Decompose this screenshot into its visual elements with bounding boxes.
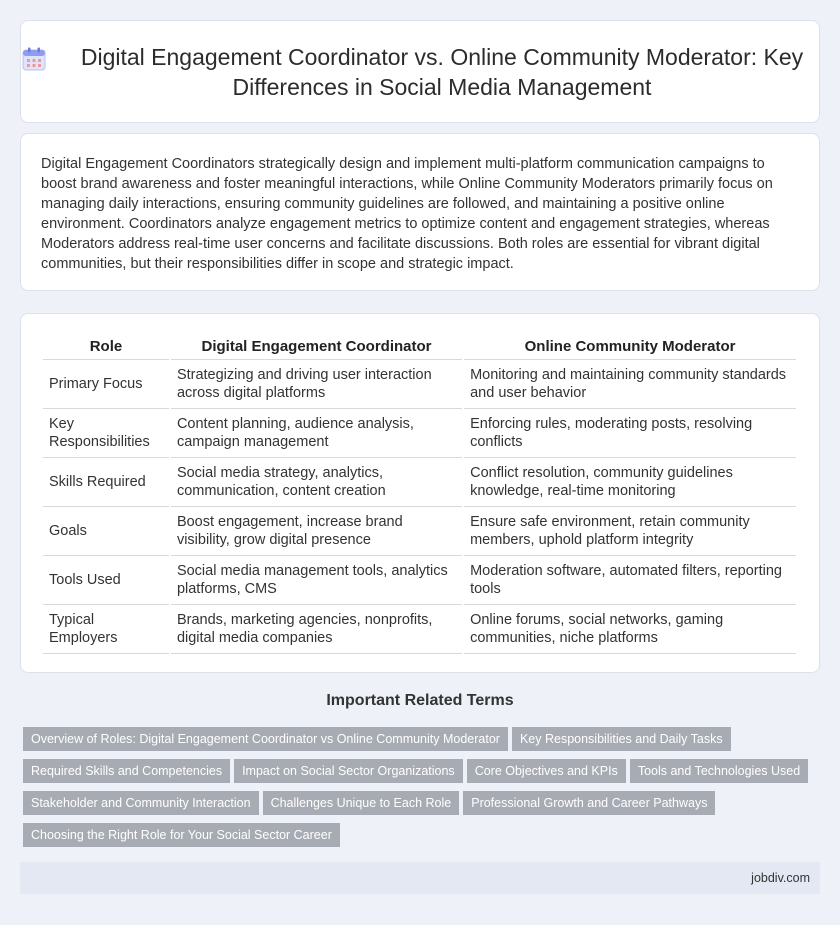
footer xyxy=(20,862,820,894)
row-label: Tools Used xyxy=(43,556,169,605)
coordinator-cell: Social media strategy, analytics, communication, content creation xyxy=(171,458,462,507)
intro-card xyxy=(20,133,820,291)
title-card xyxy=(20,20,820,123)
related-term-tag[interactable]: Impact on Social Sector Organizations xyxy=(234,759,463,783)
row-label: Key Responsibilities xyxy=(43,409,169,458)
row-label: Goals xyxy=(43,507,169,556)
moderator-cell: Ensure safe environment, retain community members, uphold platform integrity xyxy=(464,507,796,556)
table-row xyxy=(43,605,796,654)
moderator-cell: Conflict resolution, community guidelines knowledge, real-time monitoring xyxy=(464,458,796,507)
table-header-row xyxy=(43,332,796,360)
moderator-cell: Monitoring and maintaining community standards and user behavior xyxy=(464,360,796,409)
table-row xyxy=(43,507,796,556)
column-header: Digital Engagement Coordinator xyxy=(171,332,462,360)
related-term-tag[interactable]: Overview of Roles: Digital Engagement Coordinator vs Online Community Moderator xyxy=(23,727,508,751)
page-title: Digital Engagement Coordinator vs. Online Community Moderator: Key Differences in Social Media Management xyxy=(80,43,804,100)
coordinator-cell: Strategizing and driving user interaction across digital platforms xyxy=(171,360,462,409)
table-row xyxy=(43,556,796,605)
comparison-table xyxy=(41,332,798,654)
moderator-cell: Enforcing rules, moderating posts, resolving conflicts xyxy=(464,409,796,458)
related-term-tag[interactable]: Stakeholder and Community Interaction xyxy=(23,791,259,815)
comparison-card xyxy=(20,313,820,673)
moderator-cell: Moderation software, automated filters, reporting tools xyxy=(464,556,796,605)
related-terms-list xyxy=(23,727,813,855)
related-term-tag[interactable]: Professional Growth and Career Pathways xyxy=(463,791,715,815)
coordinator-cell: Boost engagement, increase brand visibility, grow digital presence xyxy=(171,507,462,556)
related-term-tag[interactable]: Tools and Technologies Used xyxy=(630,759,808,783)
moderator-cell: Online forums, social networks, gaming communities, niche platforms xyxy=(464,605,796,654)
intro-paragraph: Digital Engagement Coordinators strategically design and implement multi-platform communication campaigns to boost brand awareness and foster meaningful interactions, while Online Community Moderators primarily focus on managing daily interactions, ensuring community guidelines are followed, and maintaining a positive online environment. Coordinators analyze engagement metrics to optimize content and engagement strategies, whereas Moderators address real-time user concerns and facilitate discussions. Both roles are essential for vibrant digital communities, but their responsibilities differ in scope and strategic impact. xyxy=(41,156,773,272)
related-term-tag[interactable]: Required Skills and Competencies xyxy=(23,759,230,783)
footer-site-link[interactable]: jobdiv.com xyxy=(751,871,810,885)
coordinator-cell: Brands, marketing agencies, nonprofits, digital media companies xyxy=(171,605,462,654)
row-label: Primary Focus xyxy=(43,360,169,409)
related-terms-heading: Important Related Terms xyxy=(326,692,514,709)
table-row xyxy=(43,360,796,409)
column-header: Role xyxy=(43,332,169,360)
column-header: Online Community Moderator xyxy=(464,332,796,360)
related-term-tag[interactable]: Choosing the Right Role for Your Social Sector Career xyxy=(23,823,340,847)
calendar-icon xyxy=(21,46,47,72)
row-label: Typical Employers xyxy=(43,605,169,654)
row-label: Skills Required xyxy=(43,458,169,507)
related-term-tag[interactable]: Core Objectives and KPIs xyxy=(467,759,626,783)
table-row xyxy=(43,458,796,507)
related-term-tag[interactable]: Challenges Unique to Each Role xyxy=(263,791,460,815)
coordinator-cell: Content planning, audience analysis, campaign management xyxy=(171,409,462,458)
table-row xyxy=(43,409,796,458)
related-term-tag[interactable]: Key Responsibilities and Daily Tasks xyxy=(512,727,731,751)
coordinator-cell: Social media management tools, analytics platforms, CMS xyxy=(171,556,462,605)
